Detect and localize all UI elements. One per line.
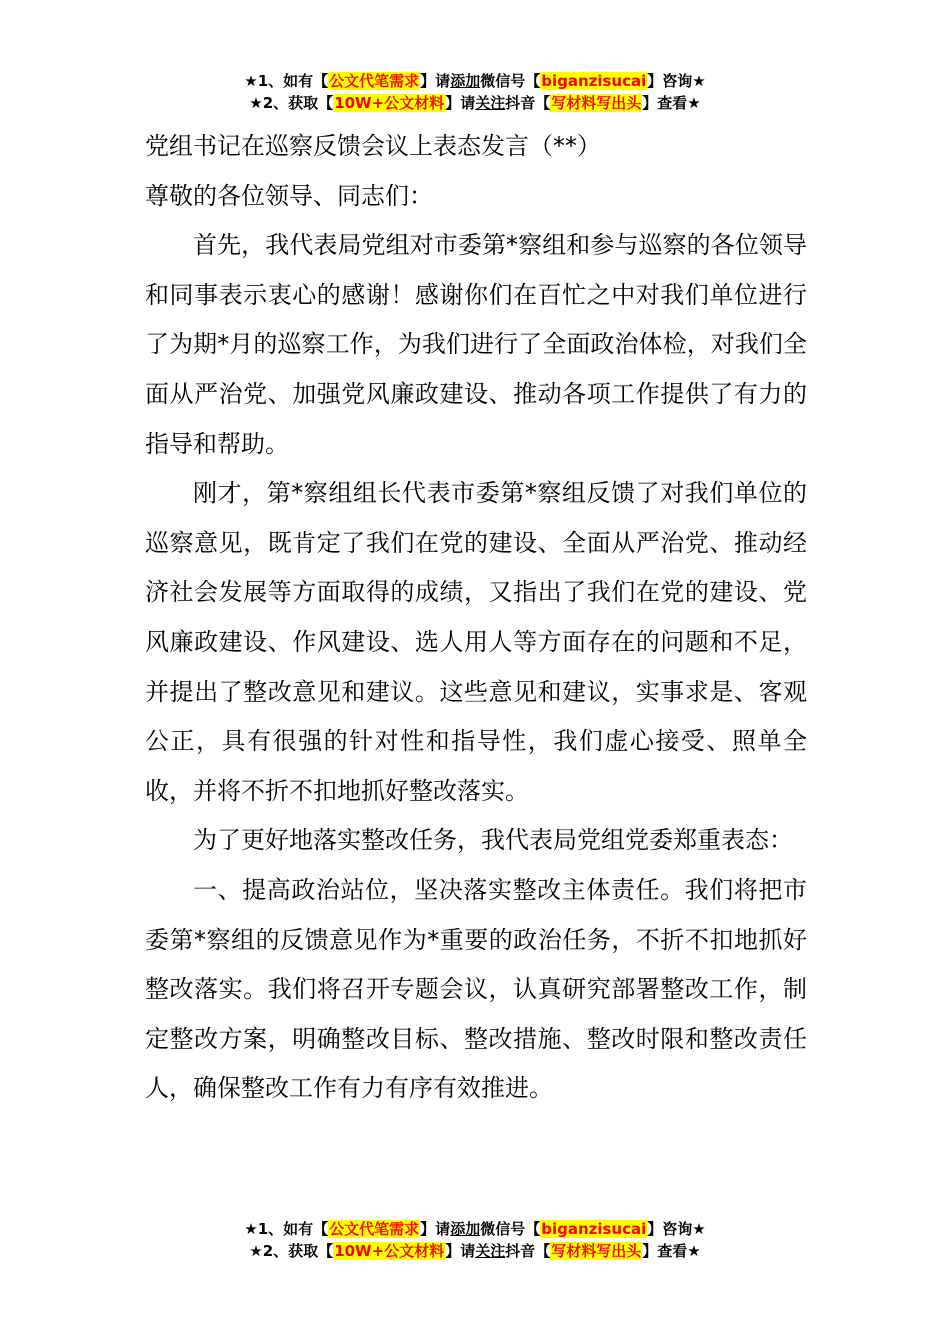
promo-line-1: ★1、如有【公文代笔需求】请添加微信号【biganzisucai】咨询★ xyxy=(244,72,706,90)
highlight-service: 公文代笔需求 xyxy=(329,1220,420,1238)
promo-line-1: ★1、如有【公文代笔需求】请添加微信号【biganzisucai】咨询★ xyxy=(244,1220,706,1238)
highlight-wechat-id: biganzisucai xyxy=(541,1220,647,1238)
paragraph: 为了更好地落实整改任务，我代表局党组党委郑重表态： xyxy=(193,826,793,855)
salutation: 尊敬的各位领导、同志们： xyxy=(145,181,433,210)
highlight-materials: 10W+公文材料 xyxy=(334,94,445,112)
highlight-douyin-id: 写材料写出头 xyxy=(551,94,642,112)
highlight-materials: 10W+公文材料 xyxy=(334,1242,445,1260)
document-title: 党组书记在巡察反馈会议上表态发言（**） xyxy=(145,132,601,160)
highlight-douyin-id: 写材料写出头 xyxy=(551,1242,642,1260)
paragraph: 一、提高政治站位，坚决落实整改主体责任。我们将把市委第*察组的反馈意见作为*重要的政治任务，不折不扣地抓好整改落实。我们将召开专题会议，认真研究部署整改工作，制定整改方案，明确整改目标、整改措施、整改时限和整改责任人，确保整改工作有力有序有效推进。 xyxy=(145,875,807,1103)
promo-line-2: ★2、获取【10W+公文材料】请关注抖音【写材料写出头】查看★ xyxy=(249,1242,701,1260)
promo-banner-bottom xyxy=(0,1218,950,1262)
promo-banner-top xyxy=(0,70,950,114)
promo-line-2: ★2、获取【10W+公文材料】请关注抖音【写材料写出头】查看★ xyxy=(249,94,701,112)
highlight-service: 公文代笔需求 xyxy=(329,72,420,90)
document-body xyxy=(145,122,807,1114)
paragraph: 首先，我代表局党组对市委第*察组和参与巡察的各位领导和同事表示衷心的感谢！感谢你们在百忙之中对我们单位进行了为期*月的巡察工作，为我们进行了全面政治体检，对我们全面从严治党、加强党风廉政建设、推动各项工作提供了有力的指导和帮助。 xyxy=(145,231,807,458)
highlight-wechat-id: biganzisucai xyxy=(541,72,647,90)
paragraph: 刚才，第*察组组长代表市委第*察组反馈了对我们单位的巡察意见，既肯定了我们在党的建设、全面从严治党、推动经济社会发展等方面取得的成绩，又指出了我们在党的建设、党风廉政建设、作风建设、选人用人等方面存在的问题和不足，并提出了整改意见和建议。这些意见和建议，实事求是、客观公正，具有很强的针对性和指导性，我们虚心接受、照单全收，并将不折不扣地抓好整改落实。 xyxy=(145,479,807,805)
